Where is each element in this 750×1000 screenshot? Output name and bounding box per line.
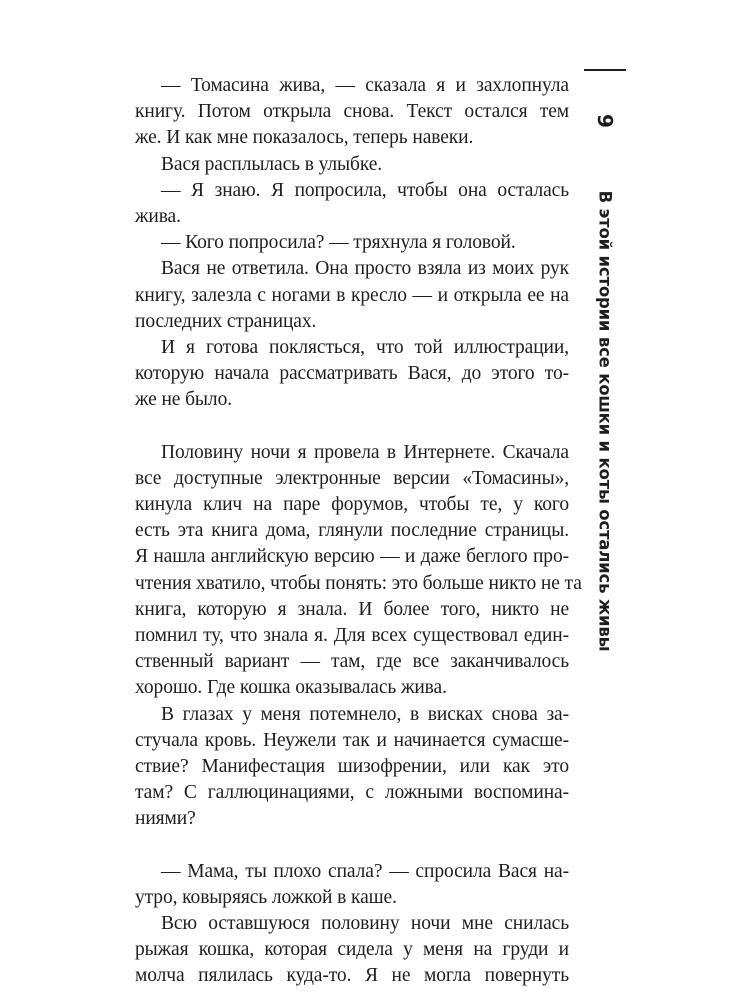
text-line: — Я знаю. Я попросила, чтобы она осталась	[161, 179, 569, 201]
text-line: И я готова поклясться, что той иллюстрации,	[161, 336, 569, 358]
text-line: В глазах у меня потемнело, в висках снова за-	[161, 703, 569, 725]
text-line: Я нашла английскую версию — и даже беглого про-	[135, 546, 569, 568]
text-line: Половину ночи я провела в Интернете. Скачала	[161, 441, 569, 463]
text-line: — Томасина жива, — сказала я и захлопнула	[161, 75, 569, 96]
running-head: В этой истории все кошки и коты остались живы	[595, 190, 615, 652]
text-line: — Кого попросила? — тряхнула я головой.	[161, 232, 516, 254]
text-line: же не было.	[135, 389, 232, 411]
text-line: ственный вариант — там, где все заканчивалось	[135, 651, 569, 673]
text-line: кинула клич на паре форумов, чтобы те, у кого	[135, 494, 569, 515]
text-line: жива.	[135, 205, 181, 227]
text-line: стучала кровь. Неужели так и начинается сумасше-	[135, 729, 569, 751]
text-line: есть эта книга дома, глянули последние страницы.	[135, 520, 569, 542]
text-line: Вася не ответила. Она просто взяла из моих рук	[161, 258, 569, 280]
text-line: Всю оставшуюся половину ночи мне снилась	[161, 913, 569, 934]
text-line: — Мама, ты плохо спала? — спросила Вася на-	[161, 860, 569, 882]
section-break	[135, 832, 569, 858]
text-line: помнил ту, что знала я. Для всех существовал един-	[135, 624, 569, 646]
section-break	[135, 413, 569, 439]
body-text	[135, 73, 582, 990]
text-line: хорошо. Где кошка оказывалась жива.	[135, 677, 447, 699]
text-line: ствие? Манифестация шизофрении, или как это	[135, 755, 569, 777]
text-line: Вася расплылась в улыбке.	[161, 153, 383, 175]
text-line: которую начала рассматривать Вася, до этого то-	[135, 363, 569, 385]
text-line: книга, которую я знала. И более того, никто не	[135, 598, 569, 620]
text-line: там? С галлюцинациями, с ложными воспомина-	[135, 782, 569, 804]
text-line: книгу, залезла с ногами в кресло — и открыла ее на	[135, 284, 569, 306]
text-line: последних страницах.	[135, 310, 317, 332]
text-line: ниями?	[135, 808, 196, 830]
text-line: же. И как мне показалось, теперь навеки.	[135, 127, 474, 149]
text-line: чтения хватило, чтобы понять: это больше никто не та	[135, 572, 582, 594]
text-line: рыжая кошка, которая сидела у меня на груди и	[135, 939, 569, 961]
text-line: книгу. Потом открыла снова. Текст остался тем	[135, 101, 569, 123]
text-line: утро, ковыряясь ложкой в каше.	[135, 886, 397, 908]
text-line: молча пялилась куда-то. Я не могла повернуть	[135, 965, 569, 987]
header-rule	[584, 69, 626, 71]
page-number: 9	[593, 114, 617, 128]
text-line: все доступные электронные версии «Томасины»,	[135, 467, 569, 489]
